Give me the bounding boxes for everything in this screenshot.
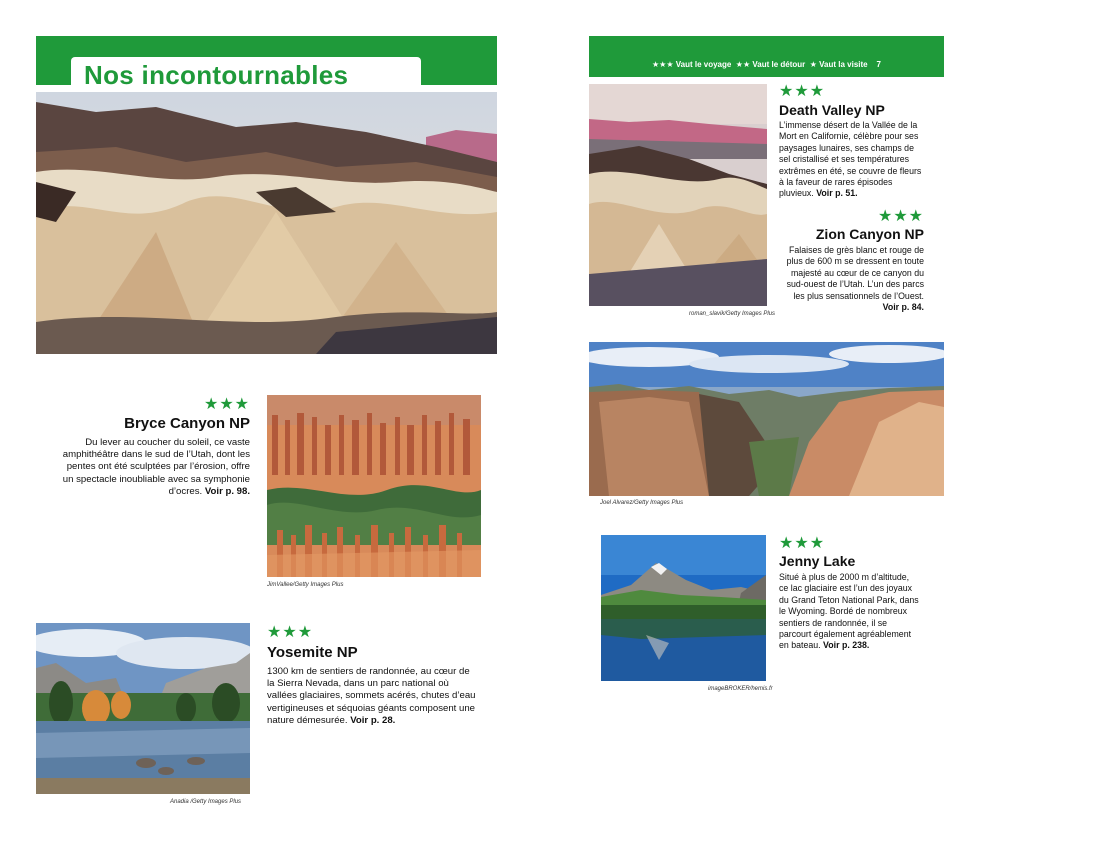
yosemite-photo-credit: Anadia /Getty Images Plus (170, 799, 242, 805)
header-bar-right (589, 36, 944, 77)
yosemite-text: 1300 km de sentiers de randonnée, au cœur de la Sierra Nevada, dans un parc national où vallées glaciaires, sommets acérés, chutes d’eau vertigineuses et séquoias géants composent une nature démesurée. (267, 666, 476, 726)
death-valley-page-ref: Voir p. 51. (816, 188, 858, 199)
bryce-photo-credit: JimVallee/Getty Images Plus (267, 582, 344, 588)
legend-three-stars: ★★★ (652, 60, 674, 69)
jenny-lake-stars: ★★★ (779, 533, 826, 552)
bryce-text: Du lever au coucher du soleil, ce vaste amphithéâtre dans le sud de l’Utah, dont les pentes ont été sculptées par l’érosion, offre un spectacle inoubliable avec sa symphonie d’ocres. (62, 437, 250, 497)
page-number: 7 (876, 60, 881, 69)
death-valley-description (779, 120, 925, 200)
yosemite-page-ref: Voir p. 28. (350, 714, 396, 726)
legend-two-stars: ★★ (735, 60, 751, 69)
legend-three-label: Vaut le voyage (675, 60, 732, 69)
yosemite-description (267, 666, 479, 727)
jenny-lake-page-ref: Voir p. 238. (823, 640, 870, 651)
zion-text: Falaises de grès blanc et rouge de plus de 600 m se dressent en toute majesté au cœur de ce canyon du sud-ouest de l’Utah. L’un des parcs les plus sensationnels de l’Ouest. (786, 245, 924, 301)
bryce-canyon-photo (267, 395, 481, 577)
death-valley-hero-photo (36, 92, 497, 354)
zion-title: Zion Canyon NP (815, 226, 924, 242)
death-valley-text: L’immense désert de la Vallée de la Mort en Californie, célèbre pour ses paysages lunaires, ses champs de sel cristallisé et ses températures extrêmes en été, se couvre de fleurs à la faveur de rares épisodes pluvieux. (779, 120, 922, 199)
yosemite-title: Yosemite NP (267, 644, 358, 661)
page-title: Nos incontournables (84, 60, 349, 90)
legend-two-label: Vaut le détour (752, 60, 806, 69)
jenny-lake-title: Jenny Lake (779, 553, 856, 569)
zion-canyon-photo (589, 342, 944, 496)
zion-photo-credit: Joel Alvarez/Getty Images Plus (600, 500, 684, 506)
bryce-title: Bryce Canyon NP (124, 415, 250, 432)
death-valley-stars: ★★★ (779, 81, 826, 100)
zion-description (784, 245, 924, 313)
death-valley-photo-credit: roman_slavik/Getty Images Plus (689, 311, 776, 317)
yosemite-photo (36, 623, 250, 794)
bryce-description (60, 437, 250, 498)
death-valley-title: Death Valley NP (779, 102, 885, 118)
jenny-lake-description (779, 572, 919, 652)
zion-page-ref: Voir p. 84. (882, 302, 924, 313)
bryce-stars: ★★★ (203, 394, 250, 413)
jenny-lake-text: Situé à plus de 2000 m d’altitude, ce lac glaciaire est l’un des joyaux du Grand Teton National Park, dans le Wyoming. Bordé de nombreux sentiers de randonnée, il se parcourt également agréablement en bateau. (779, 572, 919, 651)
death-valley-photo (589, 84, 767, 306)
jenny-lake-photo-credit: imageBROKER/hemis.fr (708, 686, 773, 692)
jenny-lake-photo (601, 535, 766, 681)
legend-one-star: ★ (809, 60, 817, 69)
legend-one-label: Vaut la visite (819, 60, 868, 69)
bryce-page-ref: Voir p. 98. (204, 485, 250, 497)
yosemite-stars: ★★★ (267, 622, 314, 641)
zion-stars: ★★★ (877, 206, 924, 225)
star-legend (652, 60, 881, 70)
